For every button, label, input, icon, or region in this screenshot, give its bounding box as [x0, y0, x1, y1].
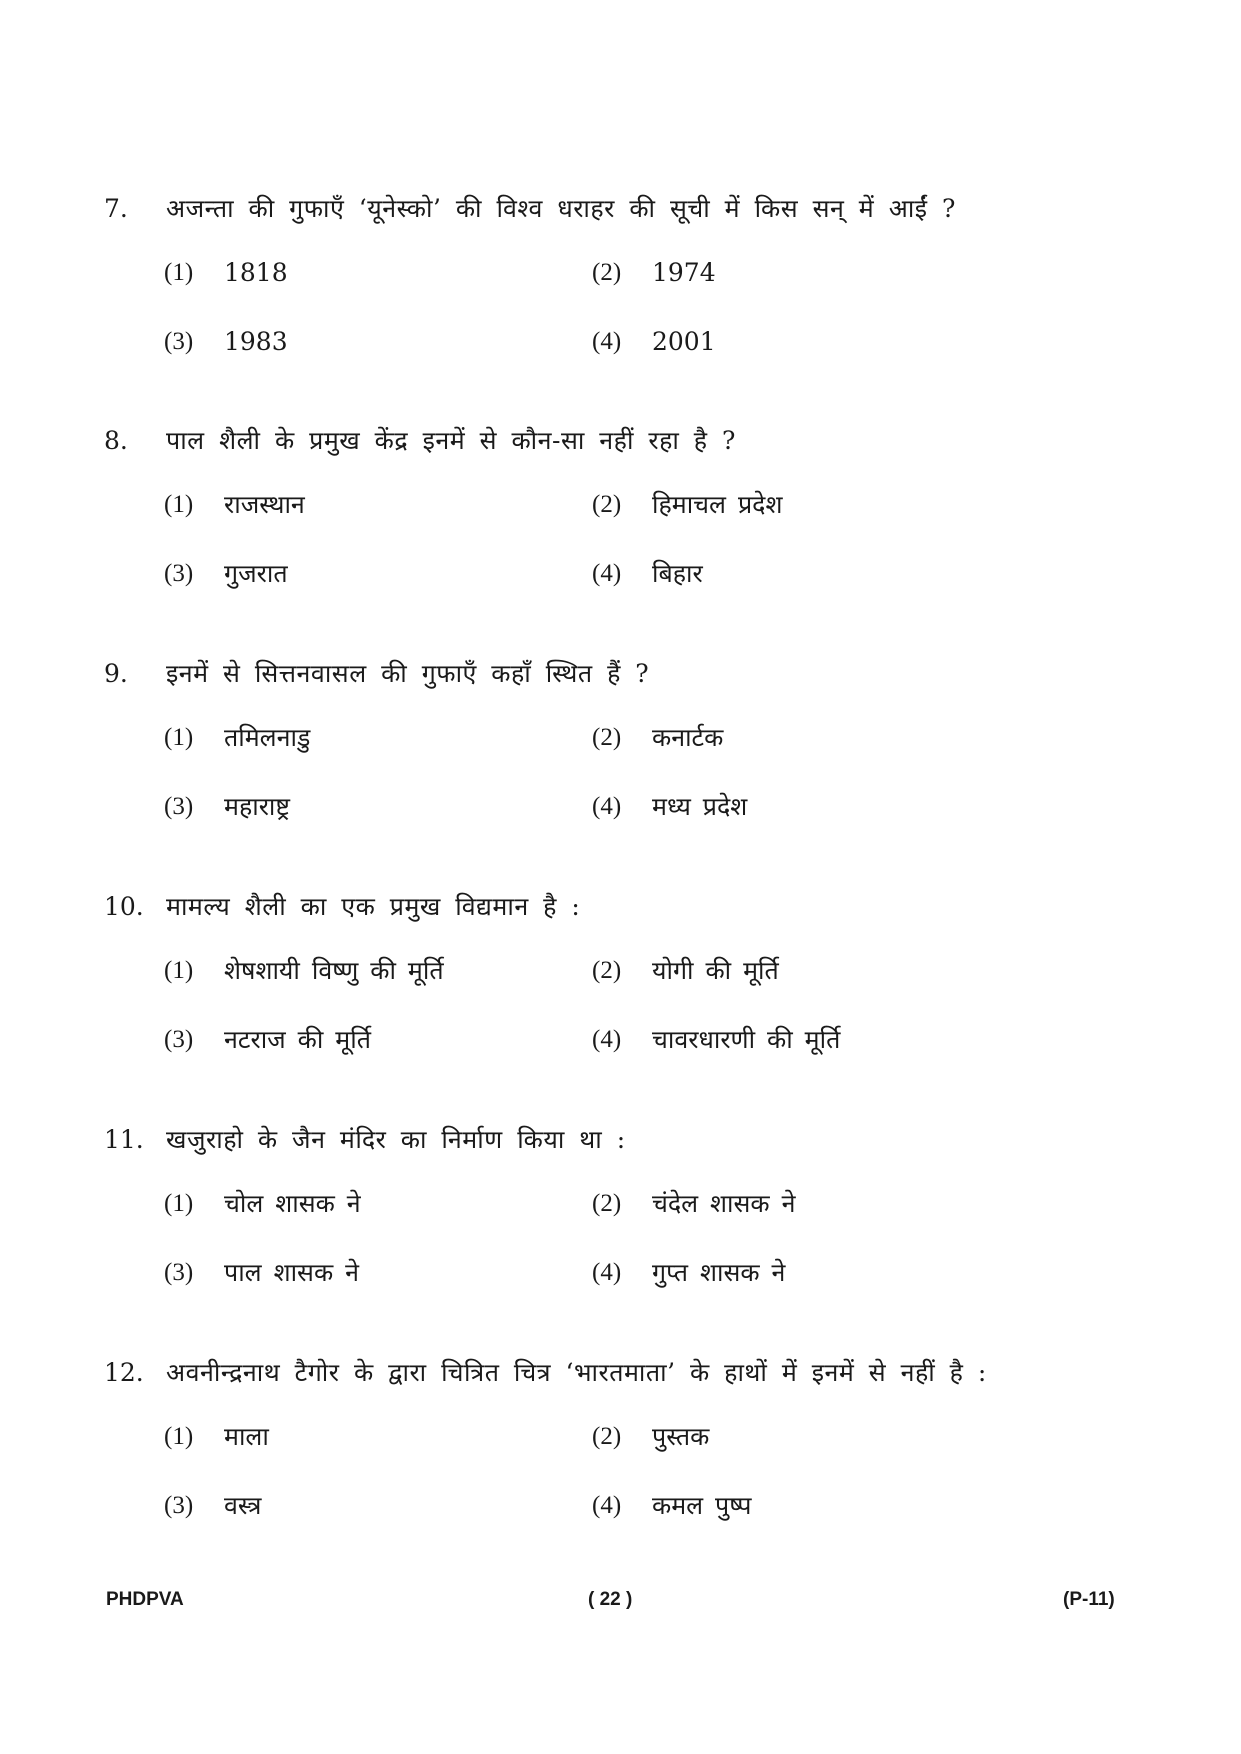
option-number: (2) — [592, 724, 622, 751]
paper-code: PHDPVA — [106, 1589, 184, 1610]
option-number: (1) — [164, 491, 194, 518]
question-text: इनमें से सित्तनवासल की गुफाएँ कहाँ स्थित हैं ? — [166, 659, 650, 688]
option-text: चावरधारणी की मूर्ति — [652, 1025, 841, 1054]
question-text: अजन्ता की गुफाएँ ‘यूनेस्को’ की विश्व धराहर की सूची में किस सन् में आईं ? — [166, 194, 956, 223]
option-number: (1) — [164, 724, 194, 751]
option-text: हिमाचल प्रदेश — [652, 490, 783, 519]
option-number: (2) — [592, 957, 622, 984]
option-text: 2001 — [652, 327, 716, 356]
option-number: (1) — [164, 1423, 194, 1450]
option-number: (3) — [164, 328, 194, 355]
option-text: गुप्त शासक ने — [652, 1258, 786, 1287]
option-text: गुजरात — [224, 559, 288, 588]
option-text: चंदेल शासक ने — [652, 1189, 796, 1218]
option-text: तमिलनाडु — [224, 723, 311, 752]
option-text: महाराष्ट्र — [224, 792, 291, 821]
question-number: 9. — [104, 659, 128, 688]
option-number: (1) — [164, 259, 194, 286]
option-number: (3) — [164, 1259, 194, 1286]
question-text: मामल्य शैली का एक प्रमुख विद्यमान है : — [166, 892, 581, 921]
option-number: (4) — [592, 1026, 622, 1053]
question-text: पाल शैली के प्रमुख केंद्र इनमें से कौन-सा नहीं रहा है ? — [166, 426, 736, 455]
question-number: 10. — [104, 892, 144, 921]
page-footer — [0, 1585, 1241, 1615]
option-text: योगी की मूर्ति — [652, 956, 779, 985]
question-stem — [0, 1120, 1241, 1160]
option-number: (2) — [592, 1190, 622, 1217]
question-text: खजुराहो के जैन मंदिर का निर्माण किया था : — [166, 1125, 626, 1154]
option-number: (2) — [592, 1423, 622, 1450]
option-text: बिहार — [652, 559, 703, 588]
question-number: 7. — [104, 194, 128, 223]
option-text: कनार्टक — [652, 723, 724, 752]
question-stem — [0, 887, 1241, 927]
option-number: (3) — [164, 1492, 194, 1519]
option-text: 1983 — [224, 327, 288, 356]
option-text: माला — [224, 1422, 269, 1451]
option-text: पाल शासक ने — [224, 1258, 359, 1287]
option-number: (4) — [592, 793, 622, 820]
option-number: (3) — [164, 1026, 194, 1053]
option-text: 1974 — [652, 258, 716, 287]
option-number: (1) — [164, 1190, 194, 1217]
option-number: (4) — [592, 328, 622, 355]
option-text: नटराज की मूर्ति — [224, 1025, 371, 1054]
option-text: मध्य प्रदेश — [652, 792, 748, 821]
option-text: शेषशायी विष्णु की मूर्ति — [224, 956, 444, 985]
option-number: (1) — [164, 957, 194, 984]
option-number: (4) — [592, 1492, 622, 1519]
question-text: अवनीन्द्रनाथ टैगोर के द्वारा चित्रित चित्र ‘भारतमाता’ के हाथों में इनमें से नहीं है : — [166, 1358, 987, 1387]
option-text: कमल पुष्प — [652, 1491, 752, 1520]
option-number: (3) — [164, 793, 194, 820]
question-stem — [0, 1353, 1241, 1393]
page-number: ( 22 ) — [588, 1589, 633, 1610]
option-text: चोल शासक ने — [224, 1189, 361, 1218]
question-stem — [0, 421, 1241, 461]
option-number: (2) — [592, 259, 622, 286]
question-number: 11. — [104, 1125, 144, 1154]
set-code: (P-11) — [1063, 1589, 1115, 1610]
option-text: राजस्थान — [224, 490, 305, 519]
question-number: 12. — [104, 1358, 144, 1387]
option-number: (4) — [592, 1259, 622, 1286]
option-number: (2) — [592, 491, 622, 518]
option-text: 1818 — [224, 258, 288, 287]
question-number: 8. — [104, 426, 128, 455]
option-number: (3) — [164, 560, 194, 587]
question-stem — [0, 189, 1241, 229]
option-text: पुस्तक — [652, 1422, 710, 1451]
option-number: (4) — [592, 560, 622, 587]
question-stem — [0, 654, 1241, 694]
option-text: वस्त्र — [224, 1491, 262, 1520]
